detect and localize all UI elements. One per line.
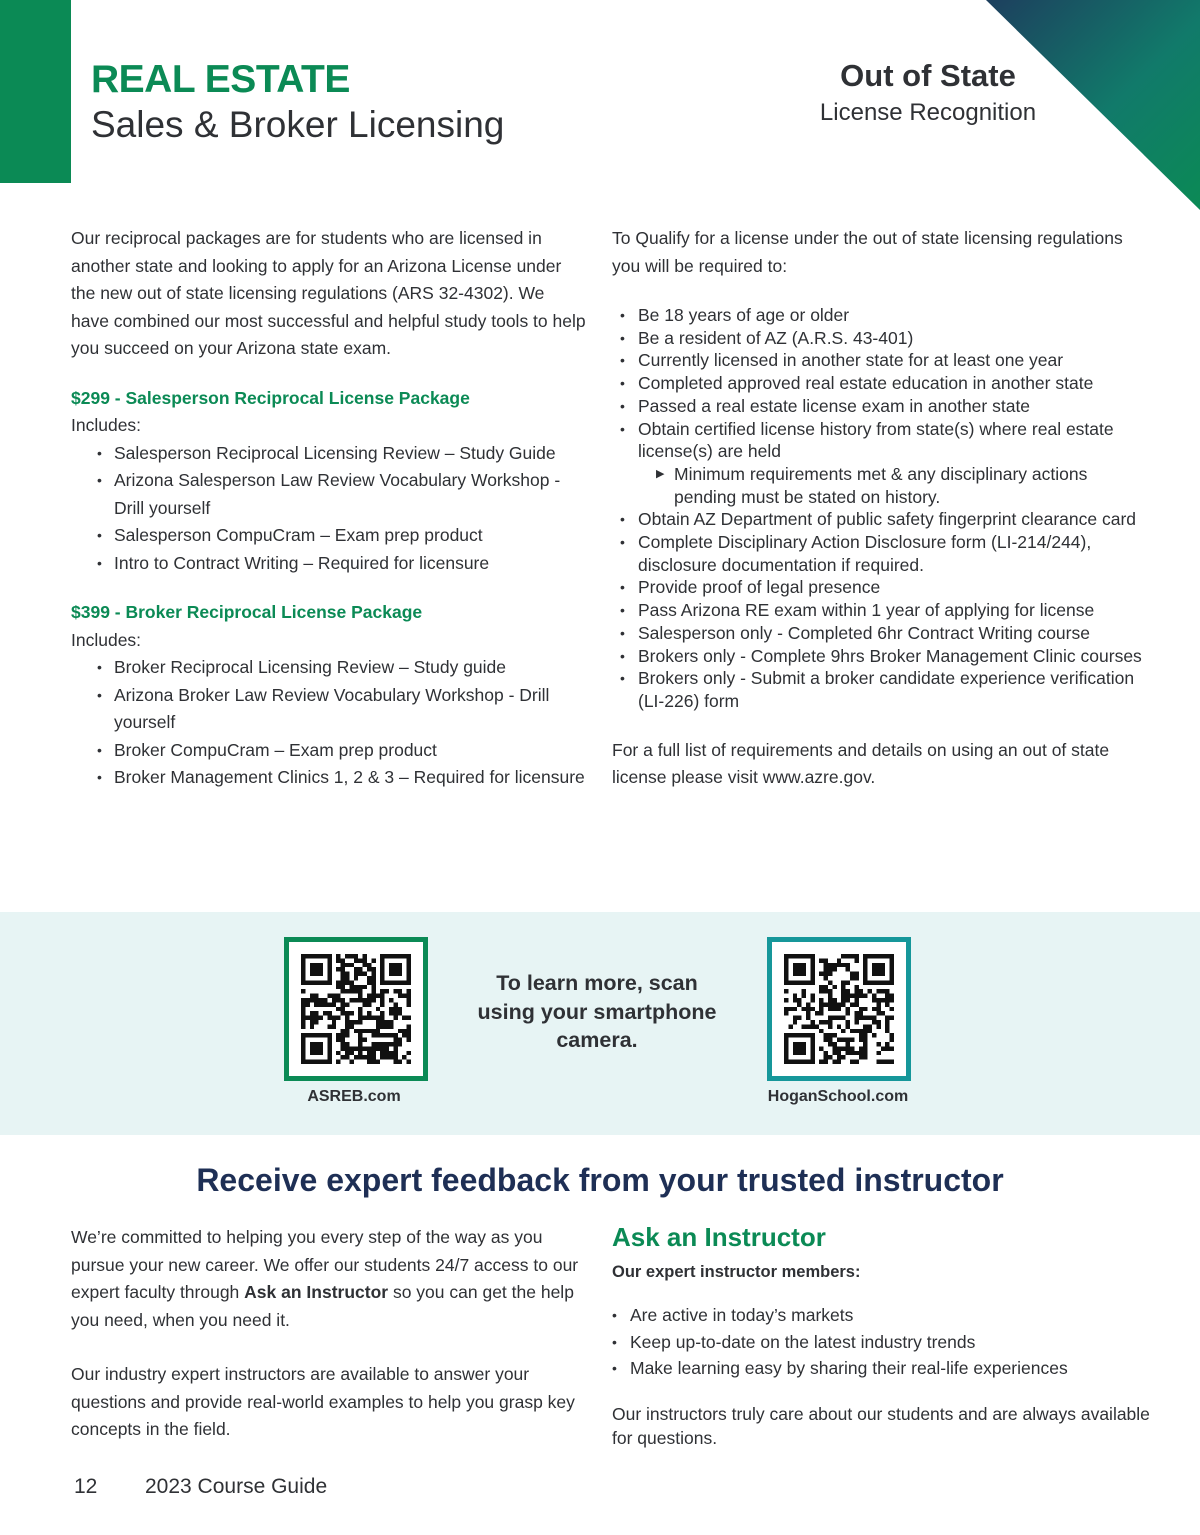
list-item: • Brokers only - Complete 9hrs Broker Management Clinic courses [620,645,1142,668]
list-item: • Keep up-to-date on the latest industry trends [612,1329,1152,1356]
feedback-paragraph [71,1224,591,1334]
package-title-salesperson: $299 - Salesperson Reciprocal License Package [71,387,470,408]
section-subtitle: License Recognition [819,99,1037,126]
list-item: • Are active in today’s markets [612,1302,1152,1329]
requirements-footer: For a full list of requirements and details on using an out of state license please visit www.azre.gov. [612,739,1110,788]
qr-code-asreb[interactable] [284,937,428,1081]
page-title: REAL ESTATE [91,58,350,101]
qr-label-hogan[interactable]: HoganSchool.com [767,1088,909,1105]
feedback-text-part: We’re committed to helping you every step of the way as you pursue your new career. We offer our students 24/7 access to our expert faculty through [71,1227,579,1302]
list-item: • Obtain AZ Department of public safety fingerprint clearance card [620,508,1142,531]
ask-instructor-footer: Our instructors truly care about our students and are always available for questions. [612,1403,1150,1448]
qr-instructions: To learn more, scan using your smartphone camera. [477,971,717,1052]
list-item: • Provide proof of legal presence [620,576,1142,599]
guide-title: 2023 Course Guide [145,1475,328,1498]
qr-code-icon [301,954,411,1064]
package-title-broker: $399 - Broker Reciprocal License Package [71,602,423,622]
qr-code-hogan[interactable] [767,937,911,1081]
instructor-qualities-list [612,1302,1152,1382]
header-accent-bar [0,0,71,183]
list-item: • Be a resident of AZ (A.R.S. 43-401) [620,327,1142,350]
packages-intro: Our reciprocal packages are for students who are licensed in another state and looking to apply for an Arizona License under the new out of state licensing regulations (ARS 32-4302). We have combined our most successful and helpful study tools to help you succeed on your Arizona state exam. [71,228,586,358]
list-item: • Broker CompuCram – Exam prep product [97,737,586,765]
ask-instructor-subtitle: Our expert instructor members: [612,1263,861,1281]
list-item: • Broker Reciprocal Licensing Review – Study guide [97,654,586,682]
list-item: • Intro to Contract Writing – Required for licensure [97,550,586,578]
list-item: • Passed a real estate license exam in another state [620,395,1142,418]
feedback-paragraph: Our industry expert instructors are available to answer your questions and provide real-world examples to help you grasp key concepts in the field. [71,1364,575,1439]
package-items-broker [97,654,586,792]
list-item: • Salesperson CompuCram – Exam prep product [97,522,586,550]
ask-instructor-emphasis: Ask an Instructor [244,1282,389,1302]
package-items-salesperson [97,440,586,578]
list-item: • Be 18 years of age or older [620,304,1142,327]
page-number: 12 [74,1475,98,1498]
includes-label: Includes: [71,629,142,650]
list-item: • Obtain certified license history from state(s) where real estate license(s) are held [620,418,1142,463]
list-item: • Brokers only - Submit a broker candidate experience verification (LI-226) form [620,667,1142,712]
qr-code-icon [784,954,894,1064]
requirements-list [620,304,1142,713]
qr-label-asreb[interactable]: ASREB.com [307,1088,401,1105]
section-title: Out of State [840,58,1016,93]
list-item: • Pass Arizona RE exam within 1 year of applying for license [620,599,1142,622]
qr-code-band [0,912,1200,1135]
requirements-column [612,225,1142,792]
list-item: • Salesperson Reciprocal Licensing Review – Study Guide [97,440,586,468]
ask-instructor-title: Ask an Instructor [612,1222,826,1252]
list-item: • Make learning easy by sharing their real-life experiences [612,1355,1152,1382]
page-subtitle: Sales & Broker Licensing [91,104,505,145]
packages-column [71,225,586,792]
includes-label: Includes: [71,415,142,435]
feedback-heading: Receive expert feedback from your trusted instructor [196,1162,1004,1198]
feedback-text-part: so you can get the help you need, when you need it. [71,1282,574,1330]
feedback-text [71,1224,591,1444]
sub-list-item: ▶ Minimum requirements met & any disciplinary actions pending must be stated on history. [620,463,1142,508]
requirements-intro: To Qualify for a license under the out of state licensing regulations you will be required to: [612,228,1123,276]
list-item: • Arizona Broker Law Review Vocabulary Workshop - Drill yourself [97,682,586,737]
list-item: • Salesperson only - Completed 6hr Contract Writing course [620,622,1142,645]
list-item: • Complete Disciplinary Action Disclosure form (LI-214/244), disclosure documentation if required. [620,531,1142,576]
ask-instructor-panel [612,1222,1152,1450]
list-item: • Arizona Salesperson Law Review Vocabulary Workshop - Drill yourself [97,467,586,522]
list-item: • Completed approved real estate education in another state [620,372,1142,395]
list-item: • Broker Management Clinics 1, 2 & 3 – Required for licensure [97,764,586,792]
list-item: • Currently licensed in another state for at least one year [620,349,1142,372]
